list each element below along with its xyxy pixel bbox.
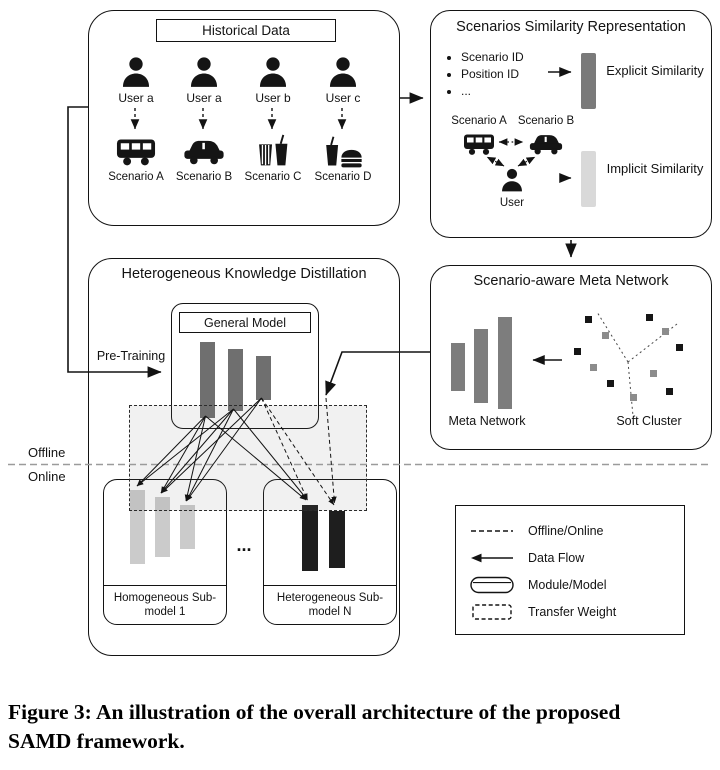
similarity-bullet-list [445, 49, 571, 100]
legend-label: Offline/Online [528, 523, 604, 538]
implicit-similarity-bar [581, 151, 596, 207]
user-column-4 [309, 55, 377, 205]
historical-data-title [156, 19, 336, 42]
similarity-box [430, 10, 712, 238]
offline-label: Offline [28, 445, 66, 460]
heterogeneous-bar [329, 511, 345, 568]
meta-network-bar [451, 343, 465, 391]
car-icon [528, 132, 564, 155]
scenario-label: Scenario B [175, 171, 233, 183]
user-column-3 [239, 55, 307, 205]
user-icon [499, 167, 525, 193]
user-icon [326, 55, 360, 89]
implicit-similarity-label: Implicit Similarity [606, 161, 704, 176]
explicit-similarity-bar [581, 53, 596, 109]
submodel-ellipsis: ... [236, 535, 252, 555]
user-icon [119, 55, 153, 89]
dashed-rect-icon [469, 602, 515, 622]
historical-data-title-text: Historical Data [202, 23, 290, 38]
transfer-weight-region [129, 405, 367, 511]
meta-network-bar [498, 317, 512, 409]
scenario-a-label: Scenario A [451, 115, 507, 127]
distillation-box [88, 258, 400, 656]
homogeneous-bar [180, 505, 195, 549]
legend-label: Module/Model [528, 577, 607, 592]
soft-cluster-label: Soft Cluster [616, 414, 682, 428]
bullet-item: • ... [461, 83, 571, 100]
module-icon [469, 575, 515, 595]
snack-drink-icon [255, 133, 291, 169]
explicit-similarity-label: Explicit Similarity [606, 63, 704, 78]
heterogeneous-submodel-label: Heterogeneous Sub-model N [264, 585, 396, 624]
scenario-b-label: Scenario B [517, 115, 575, 127]
homogeneous-submodel-label: Homogeneous Sub-model 1 [104, 585, 226, 624]
arrow-icon [469, 548, 515, 568]
dashed-line-icon [469, 521, 515, 541]
online-label: Online [28, 469, 66, 484]
legend-row-transfer-weight [469, 598, 671, 625]
legend-box [455, 505, 685, 635]
bullet-item: • Position ID [461, 66, 571, 83]
legend-row-offline-online [469, 517, 671, 544]
scenario-label: Scenario A [108, 171, 164, 183]
user-column-1 [102, 55, 170, 205]
scenario-label: Scenario C [244, 171, 302, 183]
user-column-2 [170, 55, 238, 205]
meta-network-box [430, 265, 712, 450]
user-label: User b [255, 91, 291, 105]
user-icon [256, 55, 290, 89]
distillation-title: Heterogeneous Knowledge Distillation [121, 266, 367, 282]
legend-label: Data Flow [528, 550, 585, 565]
similarity-title: Scenarios Similarity Representation [456, 19, 686, 35]
general-model-bar [228, 349, 243, 411]
user-label: User c [325, 91, 361, 105]
car-icon [182, 137, 226, 165]
pre-training-label: Pre-Training [96, 349, 166, 363]
heterogeneous-bar [302, 505, 318, 571]
general-model-title [179, 312, 311, 333]
bus-icon [114, 135, 158, 168]
meta-network-bar [474, 329, 488, 403]
user-label: User [499, 197, 525, 209]
historical-data-box [88, 10, 400, 226]
scenario-label: Scenario D [314, 171, 372, 183]
figure-caption: Figure 3: An illustration of the overall architecture of the proposed SAMD framework. [8, 700, 621, 753]
fastfood-icon [323, 134, 363, 169]
legend-row-data-flow [469, 544, 671, 571]
user-label: User a [118, 91, 154, 105]
general-model-bar [256, 356, 271, 400]
user-icon [187, 55, 221, 89]
meta-network-title: Scenario-aware Meta Network [473, 273, 669, 289]
bus-icon [462, 131, 496, 157]
user-label: User a [186, 91, 222, 105]
legend-label: Transfer Weight [528, 604, 617, 619]
meta-network-label: Meta Network [448, 414, 526, 428]
bullet-item: • Scenario ID [461, 49, 571, 66]
legend-row-module-model [469, 571, 671, 598]
general-model-title-text: General Model [204, 315, 286, 330]
